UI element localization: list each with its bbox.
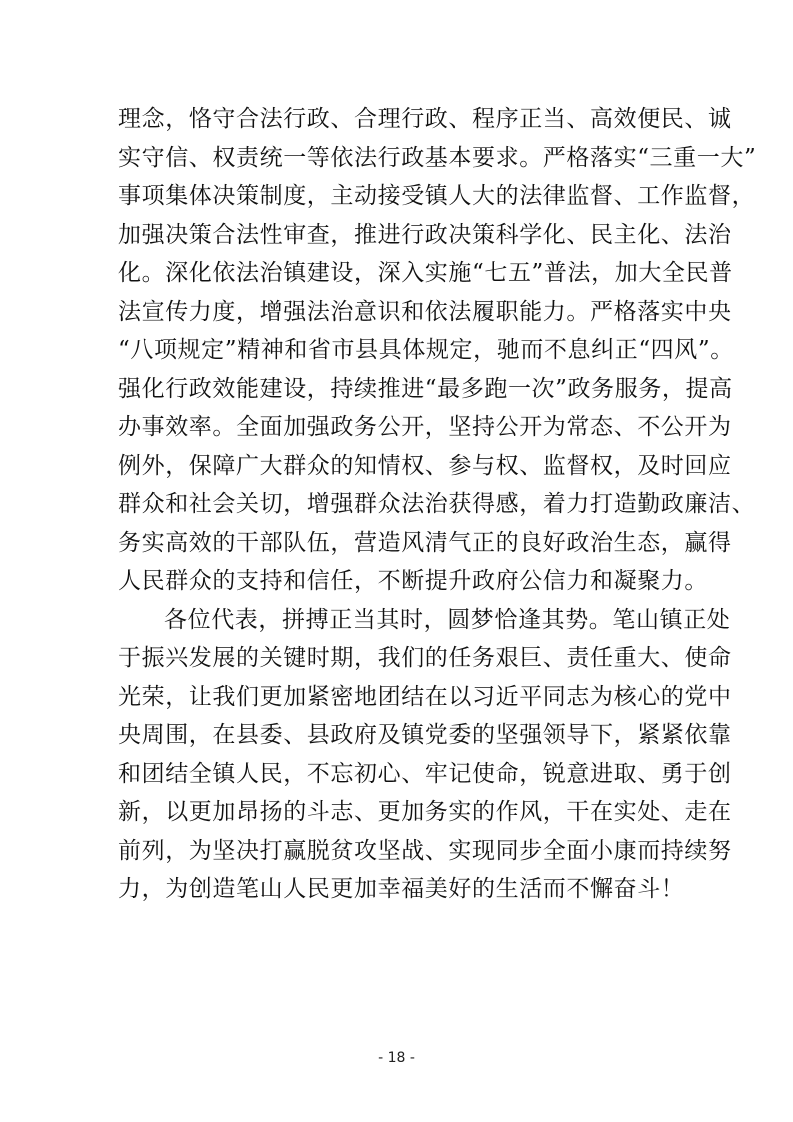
body-text bbox=[118, 100, 757, 909]
text-line: 例外，保障广大群众的知情权、参与权、监督权，及时回应 bbox=[118, 452, 732, 479]
text-line: 理念，恪守合法行政、合理行政、程序正当、高效便民、诚 bbox=[118, 106, 732, 132]
text-line: 人民群众的支持和信任，不断提升政府公信力和凝聚力。 bbox=[118, 568, 708, 594]
text-line: 强化行政效能建设，持续推进“最多跑一次”政务服务，提高 bbox=[118, 375, 733, 402]
text-line: 事项集体决策制度，主动接受镇人大的法律监督、工作监督， bbox=[118, 183, 756, 209]
text-line: 化。深化依法治镇建设，深入实施“七五”普法，加大全民普 bbox=[118, 260, 733, 286]
text-line: “八项规定”精神和省市县具体规定，驰而不息纠正“四风”。 bbox=[118, 337, 734, 363]
text-line: 于振兴发展的关键时期，我们的任务艰巨、责任重大、使命 bbox=[118, 645, 732, 671]
text-line: 新，以更加昂扬的斗志、更加务实的作风，干在实处、走在 bbox=[118, 799, 732, 825]
page-number: - 18 - bbox=[378, 1050, 415, 1066]
text-line: 办事效率。全面加强政务公开，坚持公开为常态、不公开为 bbox=[118, 414, 732, 440]
text-line: 法宣传力度，增强法治意识和依法履职能力。严格落实中央 bbox=[118, 298, 732, 325]
text-line: 光荣，让我们更加紧密地团结在以习近平同志为核心的党中 bbox=[118, 683, 732, 710]
paragraph-2 bbox=[118, 601, 732, 909]
text-line: 前列，为坚决打赢脱贫攻坚战、实现同步全面小康而持续努 bbox=[118, 837, 732, 864]
text-line: 群众和社会关切，增强群众法治获得感，着力打造勤政廉洁、 bbox=[118, 491, 756, 517]
text-line: 央周围，在县委、县政府及镇党委的坚强领导下，紧紧依靠 bbox=[118, 722, 732, 748]
text-line: 实守信、权责统一等依法行政基本要求。严格落实“三重一大” bbox=[118, 144, 757, 171]
paragraph-1 bbox=[118, 100, 757, 601]
text-line: 务实高效的干部队伍，营造风清气正的良好政治生态，赢得 bbox=[118, 529, 732, 556]
text-line: 各位代表，拼搏正当其时，圆梦恰逢其势。笔山镇正处 bbox=[164, 606, 731, 633]
text-line: 和团结全镇人民，不忘初心、牢记使命，锐意进取、勇于创 bbox=[118, 760, 732, 787]
text-line: 加强决策合法性审查，推进行政决策科学化、民主化、法治 bbox=[118, 221, 732, 248]
text-line: 力，为创造笔山人民更加幸福美好的生活而不懈奋斗！ bbox=[118, 876, 685, 902]
